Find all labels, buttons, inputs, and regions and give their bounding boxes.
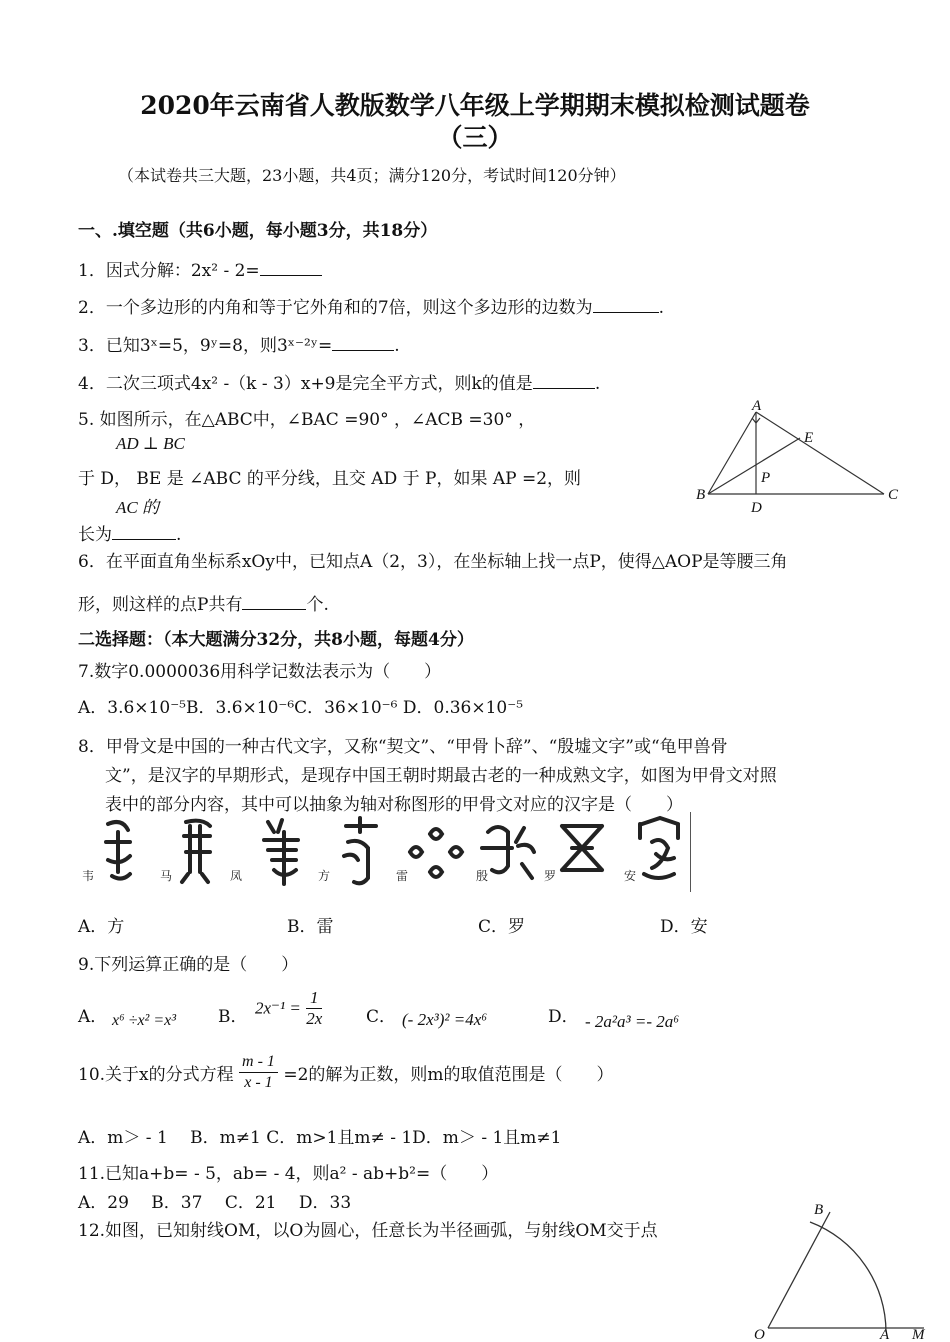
page-title: 2020年云南省人教版数学八年级上学期期末模拟检测试题卷 (140, 91, 810, 120)
question-10-post: =2的解为正数，则m的取值范围是（ ） (283, 1065, 614, 1085)
label-d: D (751, 500, 762, 516)
arc (810, 1222, 886, 1332)
char-label: 马 (160, 869, 173, 883)
section-heading-fill: 一、.填空题（共6小题，每小题3分，共18分） (78, 221, 438, 241)
question-7: 7.数字0.0000036用科学记数法表示为（ ） (78, 662, 442, 682)
label-e: E (804, 430, 814, 446)
question-5-line1: 5. 如图所示，在△ABC中，∠BAC =90° ，∠ACB =30° ， (78, 410, 536, 430)
side-ab (708, 412, 756, 494)
char-label: 方 (318, 869, 331, 883)
fraction-denominator: x - 1 (244, 1074, 273, 1091)
question-8-option-d: D．安 (660, 917, 708, 937)
question-9-option-b-lhs: 2x⁻¹ = (255, 998, 301, 1018)
question-4-end: . (594, 374, 601, 394)
question-9-option-c-expr: (- 2x³)² =4x⁶ (402, 1010, 488, 1029)
question-6-line2 (78, 590, 329, 615)
fraction-numerator: 1 (306, 988, 322, 1009)
fraction (306, 988, 322, 1029)
glyph-luo (562, 826, 602, 870)
question-8-line3: 表中的部分内容，其中可以抽象为轴对称图形的甲骨文对应的汉字是（ ） (105, 795, 683, 815)
question-10-pre: 10.关于x的分式方程 (78, 1065, 234, 1085)
bisector-be (708, 438, 800, 494)
question-6-text: 形，则这样的点P共有 (78, 595, 243, 615)
char-label: 罗 (544, 869, 557, 883)
question-9-option-a-label: A． (78, 1007, 108, 1027)
label-b: B (696, 487, 706, 503)
question-7-options: A．3.6×10⁻⁵B．3.6×10⁻⁶C．36×10⁻⁶ D．0.36×10⁻⁵ (78, 698, 524, 718)
fraction-numerator: m - 1 (239, 1052, 278, 1073)
page-title-part: （三） (437, 123, 513, 152)
question-8-line2: 文”，是汉字的早期形式，是现存中国王朝时期最古老的一种成熟文字，如图为甲骨文对照 (105, 766, 777, 786)
question-5-line3: 于 D， BE 是 ∠ABC 的平分线，且交 AD 于 P，如果 AP =2，则 (78, 469, 582, 489)
answer-blank (260, 274, 322, 276)
question-12: 12.如图，已知射线OM，以O为圆心，任意长为半径画弧，与射线OM交于点 (78, 1221, 658, 1241)
answer-blank (593, 311, 659, 313)
question-5-line4: AC 的 (116, 498, 159, 517)
glyph-ma (182, 821, 210, 882)
answer-blank (242, 608, 306, 610)
triangle-figure (694, 400, 908, 518)
char-label: 凤 (230, 869, 243, 883)
answer-blank (533, 387, 595, 389)
question-11-options: A．29 B．37 C．21 D．33 (78, 1193, 352, 1213)
question-6-line1: 6．在平面直角坐标系xOy中，已知点A（2，3），在坐标轴上找一点P，使得△AOP是等腰三角 (78, 552, 788, 572)
section-heading-choice: 二选择题：（本大题满分32分，共8小题，每题4分） (78, 630, 474, 650)
question-9-option-b-label: B． (218, 1007, 248, 1027)
glyph-an (640, 818, 678, 878)
char-label: 殷 (476, 869, 489, 883)
answer-blank (112, 538, 176, 540)
question-9-option-a-expr: x⁶ ÷x² =x³ (112, 1012, 177, 1029)
question-2 (78, 293, 664, 318)
fraction (239, 1052, 278, 1093)
char-label: 雷 (396, 869, 409, 883)
glyph-fang (344, 818, 376, 883)
question-9-option-d-label: D． (548, 1007, 579, 1027)
question-8-line1: 8．甲骨文是中国的一种古代文字，又称“契文”、“甲骨卜辞”、“殷墟文字”或“龟甲兽骨 (78, 737, 728, 757)
question-1 (78, 256, 322, 281)
oracle-bone-glyphs (78, 812, 690, 892)
question-1-text: 1．因式分解：2x² - 2= (78, 261, 260, 281)
answer-blank (332, 349, 394, 351)
question-8-option-c: C．罗 (478, 917, 526, 937)
glyph-wei (106, 822, 130, 879)
question-9-option-d-expr: - 2a²a³ =- 2a⁶ (585, 1012, 680, 1031)
question-5-text: 长为 (78, 525, 112, 545)
question-6-end: 个. (306, 595, 329, 615)
label-a: A (880, 1327, 890, 1340)
question-9: 9.下列运算正确的是（ ） (78, 955, 299, 975)
question-4 (78, 369, 600, 394)
oracle-bone-table (78, 812, 691, 892)
question-8-option-a: A．方 (78, 917, 125, 937)
ray-arc-figure (748, 1198, 936, 1340)
question-5-line5 (78, 520, 181, 545)
question-9-option-c-label: C． (366, 1007, 397, 1027)
question-3 (78, 331, 400, 356)
char-label: 安 (624, 869, 637, 883)
label-m: M (912, 1327, 925, 1340)
question-2-end: . (658, 298, 665, 318)
label-b: B (814, 1202, 824, 1218)
question-4-text: 4．二次三项式4x² -（k - 3）x+9是完全平方式，则k的值是 (78, 374, 533, 394)
glyph-yin (482, 827, 534, 878)
label-c: C (888, 487, 899, 503)
question-11: 11.已知a+b= - 5，ab= - 4，则a² - ab+b²=（ ） (78, 1164, 499, 1184)
question-10-options: A．m＞ - 1 B．m≠1 C．m>1且m≠ - 1D．m＞ - 1且m≠1 (78, 1128, 562, 1148)
question-10 (78, 1052, 614, 1093)
question-3-end: . (394, 336, 400, 356)
question-5-end: . (176, 525, 182, 545)
glyph-lei (410, 829, 462, 877)
fraction-denominator: 2x (306, 1009, 323, 1028)
ray-ob (768, 1212, 830, 1328)
char-label: 韦 (82, 869, 95, 883)
question-9-option-b (255, 988, 322, 1029)
exam-info: （本试卷共三大题，23小题，共4页；满分120分，考试时间120分钟） (118, 166, 626, 185)
glyph-feng (264, 820, 298, 884)
question-3-text: 3．已知3ˣ=5，9ʸ=8，则3ˣ⁻²ʸ= (78, 336, 333, 356)
question-5-line2: AD ⊥ BC (116, 434, 185, 453)
question-8-option-b: B．雷 (287, 917, 334, 937)
label-o: O (754, 1327, 765, 1340)
label-p: P (761, 470, 771, 486)
question-2-text: 2．一个多边形的内角和等于它外角和的7倍，则这个多边形的边数为 (78, 298, 593, 318)
label-a: A (752, 400, 762, 414)
